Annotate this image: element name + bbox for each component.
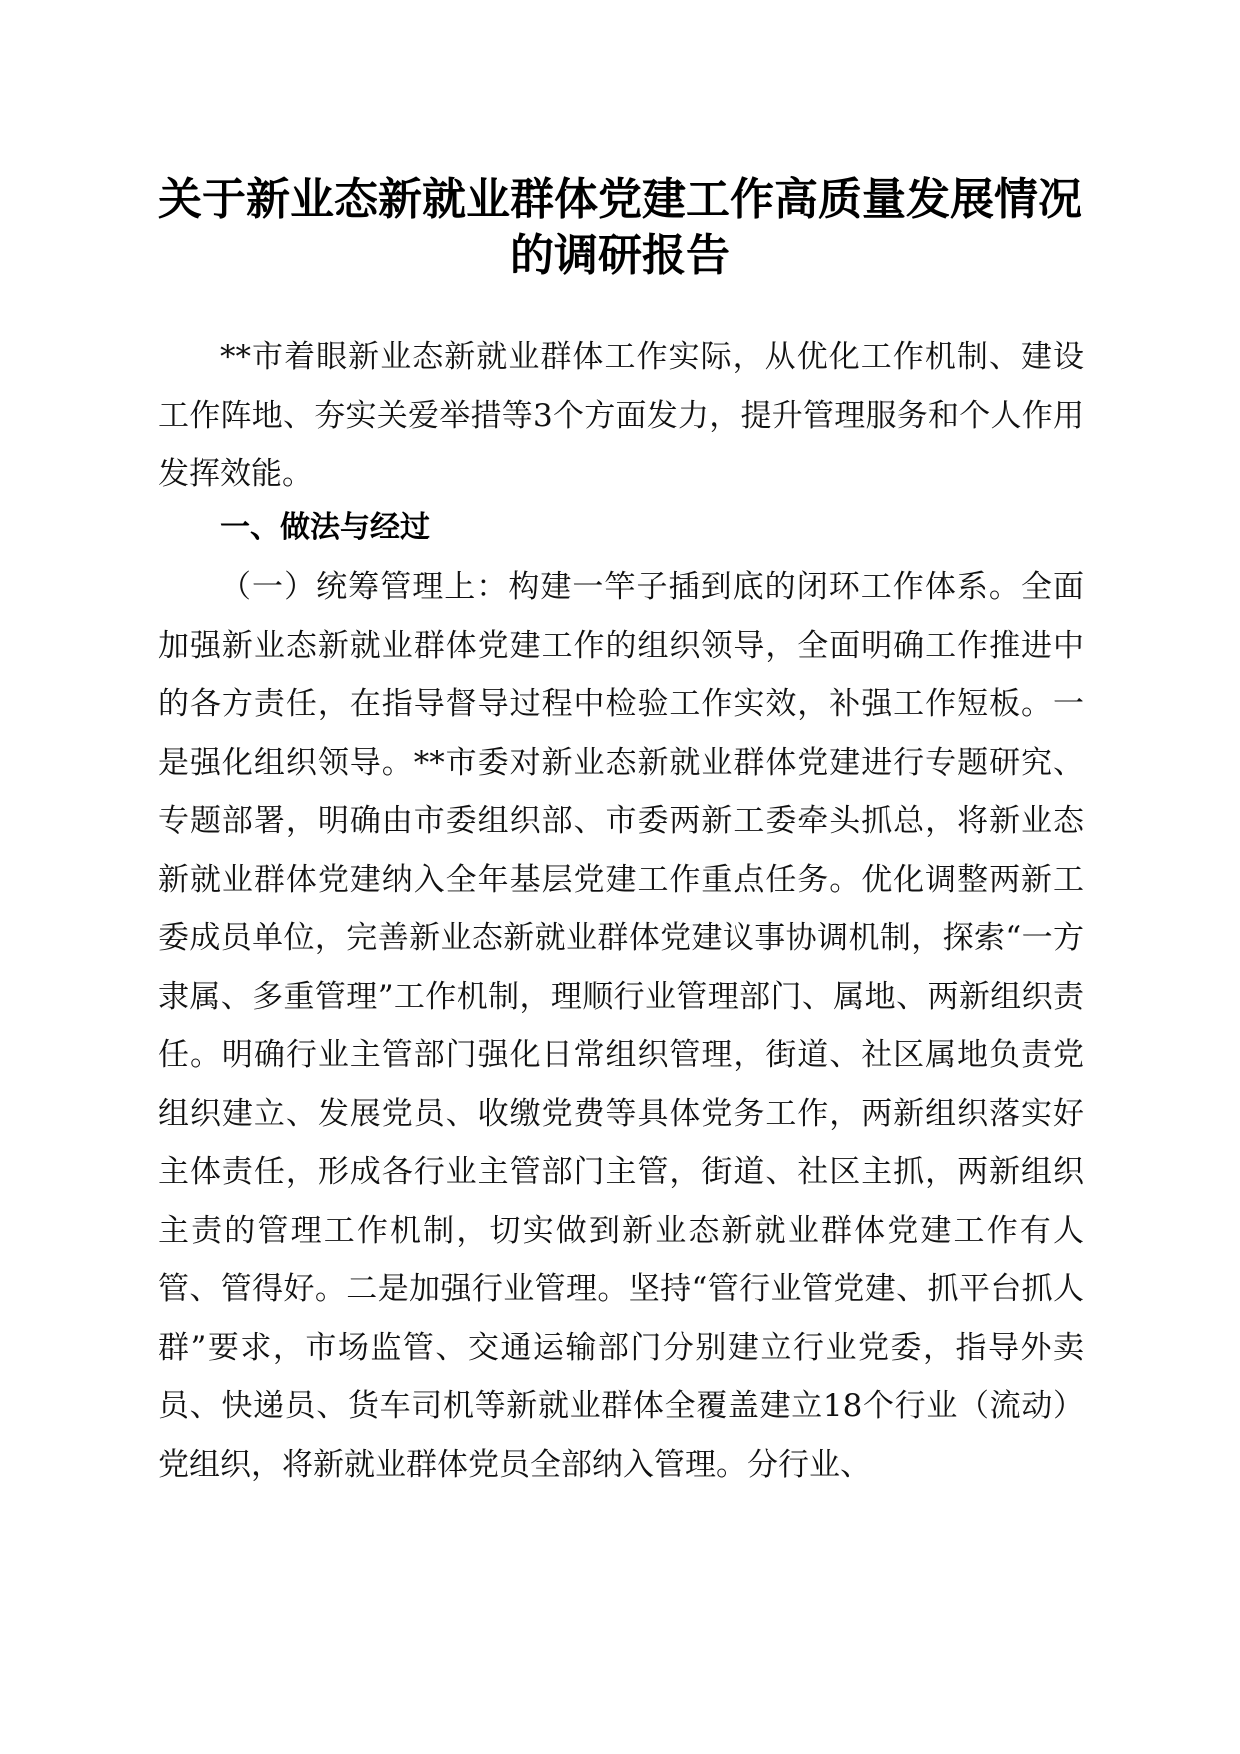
section-1-paragraph: （一）统筹管理上：构建一竿子插到底的闭环工作体系。全面加强新业态新就业群体党建工作的组织领导，全面明确工作推进中的各方责任，在指导督导过程中检验工作实效，补强工作短板。一是强化组织领导。**市委对新业态新就业群体党建进行专题研究、专题部署，明确由市委组织部、市委两新工委牵头抓总，将新业态新就业群体党建纳入全年基层党建工作重点任务。优化调整两新工委成员单位，完善新业态新就业群体党建议事协调机制，探索“一方隶属、多重管理”工作机制，理顺行业管理部门、属地、两新组织责任。明确行业主管部门强化日常组织管理，街道、社区属地负责党组织建立、发展党员、收缴党费等具体党务工作，两新组织落实好主体责任，形成各行业主管部门主管，街道、社区主抓，两新组织主责的管理工作机制，切实做到新业态新就业群体党建工作有人管、管得好。二是加强行业管理。坚持“管行业管党建、抓平台抓人群”要求，市场监管、交通运输部门分别建立行业党委，指导外卖员、快递员、货车司机等新就业群体全覆盖建立18个行业（流动）党组织，将新就业群体党员全部纳入管理。分行业、 — [158, 569, 1084, 1483]
intro-paragraph: **市着眼新业态新就业群体工作实际，从优化工作机制、建设工作阵地、夯实关爱举措等3个方面发力，提升管理服务和个人作用发挥效能。 — [158, 339, 1084, 492]
section-heading: 一、做法与经过 — [220, 510, 430, 545]
document-title: 关于新业态新就业群体党建工作高质量发展情况的调研报告 — [158, 174, 1082, 281]
